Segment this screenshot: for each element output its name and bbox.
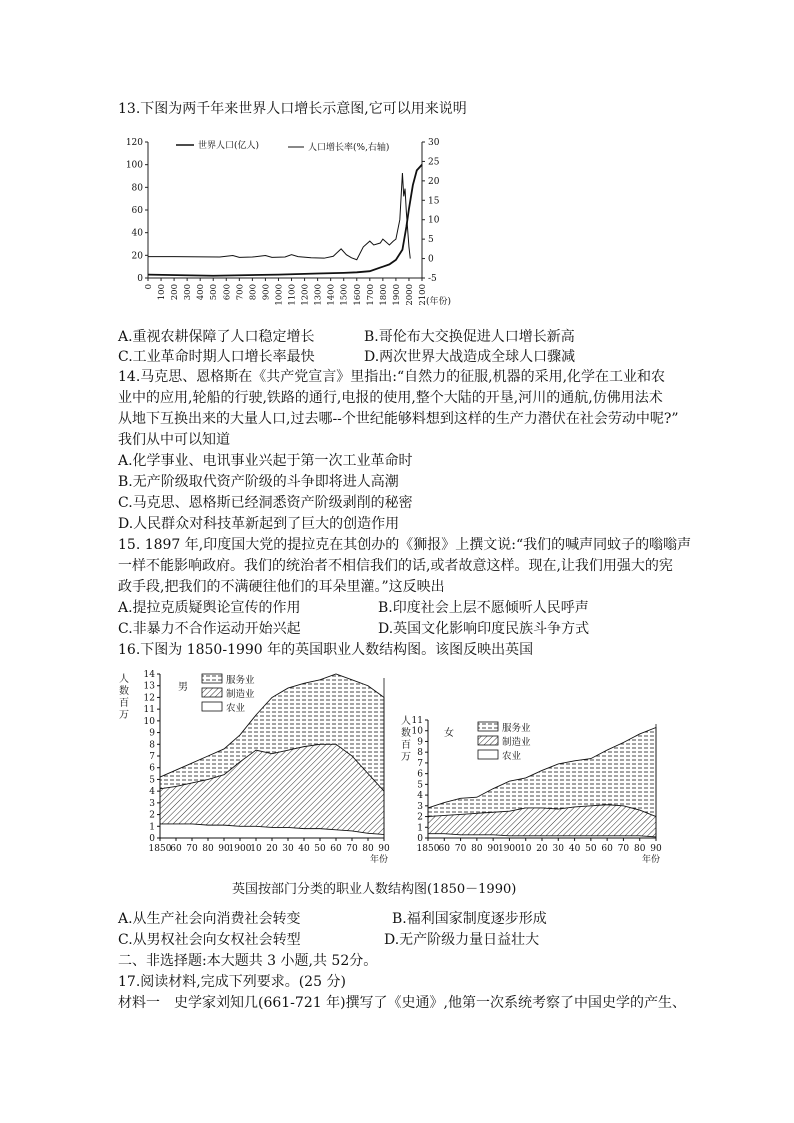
x-tick-label: 100 (157, 284, 168, 301)
left-tick-label: 60 (131, 206, 143, 216)
x-tick-label: 700 (235, 284, 246, 301)
male-panel-title: 男 (178, 682, 188, 693)
female-legend-label-1: 制造业 (502, 737, 531, 748)
panel-female-x-tick-label: 50 (585, 844, 597, 854)
world-population-chart (112, 128, 462, 320)
panel-male-y-tick-label: 14 (143, 670, 155, 680)
q14-line-2: 业中的应用,轮船的行驶,铁路的通行,电报的使用,整个大陆的开垦,河川的通航,仿佛用法术 (118, 390, 663, 406)
legend-population-label: 世界人口(亿人) (198, 141, 260, 151)
left-tick-label: 80 (131, 183, 143, 194)
x-tick-label: 1600 (352, 284, 363, 306)
panel-female-x-tick-label: 90 (487, 844, 499, 854)
panel-male-y-tick-label: 10 (143, 716, 155, 727)
right-tick-label: 0 (428, 254, 434, 265)
q16-option-a: A.从生产社会向消费社会转变 (118, 911, 301, 927)
x-tick-label: 1000 (274, 284, 285, 306)
growth-rate-series-line (148, 173, 410, 260)
panel-male-x-tick-label: 1900 (228, 844, 252, 854)
right-tick-label: 30 (428, 138, 440, 148)
panel-male-y-tick-label: 5 (149, 775, 155, 786)
x-tick-label: 600 (222, 284, 233, 301)
q15-option-c: C.非暴力不合作运动开始兴起 (118, 621, 301, 637)
x-tick-label: 300 (183, 284, 194, 301)
panel-female-x-tick-label: 80 (633, 844, 646, 854)
panel-female-x-tick-label: 30 (552, 844, 565, 854)
left-tick-label: 20 (131, 251, 143, 262)
panel-male-x-tick-label: 40 (298, 844, 310, 854)
panel-male-x-tick-label: 80 (362, 844, 374, 854)
q17-material-1: 材料一 史学家刘知几(661-721 年)撰写了《史通》,他第一次系统考察了中国史学的产生、 (118, 995, 686, 1011)
panel-male-x-tick-label: 30 (282, 844, 294, 854)
right-tick-label: 20 (428, 176, 440, 187)
panel-male-y-tick-label: 4 (149, 787, 155, 798)
panel-female-y-tick-label: 8 (417, 748, 423, 759)
male-y-label-char: 万 (119, 710, 129, 721)
q15-line-3: 政手段,把我们的不满硬往他们的耳朵里灌。”这反映出 (118, 579, 445, 595)
q15-option-b: B.印度社会上层不愿倾听人民呼声 (378, 600, 589, 616)
female-legend-swatch-0 (478, 722, 498, 731)
panel-male-x-tick-label: 90 (378, 844, 390, 854)
x-tick-label: 1100 (287, 284, 298, 306)
left-tick-label: 100 (125, 160, 143, 171)
panel-female-x-unit-label: 年份 (642, 855, 661, 865)
q15-option-d: D.英国文化影响印度民族斗争方式 (378, 621, 590, 637)
panel-female-y-tick-label: 0 (417, 834, 423, 844)
panel-male-x-tick-label: 80 (202, 844, 214, 854)
x-tick-label: 1500 (339, 284, 350, 306)
left-tick-label: 40 (131, 228, 143, 239)
x-unit-label: (年份) (426, 297, 452, 307)
panel-female-y-tick-label: 5 (417, 780, 423, 791)
q13-option-a: A.重视农耕保障了人口稳定增长 (118, 329, 315, 345)
x-tick-label: 500 (209, 284, 220, 301)
right-tick-label: 25 (428, 157, 440, 168)
q14-option-c: C.马克思、恩格斯已经洞悉资产阶级剥削的秘密 (118, 495, 413, 511)
male-legend-swatch-0 (202, 674, 222, 683)
female-y-label-char: 万 (401, 752, 411, 763)
population-series-line (148, 165, 422, 276)
panel-male-y-tick-label: 7 (149, 752, 155, 762)
q14-option-b: B.无产阶级取代资产阶级的斗争即将进人高潮 (118, 474, 399, 490)
x-tick-label: 800 (248, 284, 259, 301)
panel-male-x-tick-label: 10 (250, 844, 262, 854)
panel-male-y-tick-label: 3 (149, 798, 155, 809)
x-tick-label: 900 (261, 284, 272, 301)
panel-male-y-tick-label: 9 (149, 728, 155, 739)
female-legend-swatch-1 (478, 736, 498, 745)
panel-female-y-tick-label: 11 (411, 716, 423, 726)
panel-male-y-tick-label: 12 (143, 693, 155, 704)
female-panel-title: 女 (444, 728, 454, 739)
x-tick-label: 200 (170, 284, 181, 301)
panel-female-y-tick-label: 4 (417, 791, 423, 802)
female-y-label-char: 人 (401, 716, 411, 727)
panel-female-x-tick-label: 1850 (416, 844, 440, 854)
panel-male-y-tick-label: 6 (149, 763, 155, 774)
panel-male-y-tick-label: 13 (143, 681, 155, 692)
q14-line-1: 14.马克思、恩格斯在《共产党宣言》里指出:“自然力的征服,机器的采用,化学在工业和农 (118, 369, 666, 385)
q13-stem: 13.下图为两千年来世界人口增长示意图,它可以用来说明 (118, 101, 467, 117)
male-legend-swatch-1 (202, 688, 222, 697)
uk-employment-structure-chart (110, 666, 670, 872)
panel-female-y-tick-label: 1 (417, 823, 423, 834)
panel-female-x-tick-label: 1900 (497, 844, 521, 854)
x-tick-label: 2100 (418, 284, 428, 306)
panel-male-x-tick-label: 70 (186, 844, 198, 854)
q15-line-2: 一样不能影响政府。我们的统治者不相信我们的话,或者故意这样。现在,让我们用强大的宪 (118, 558, 673, 574)
male-legend-label-1: 制造业 (226, 689, 255, 700)
right-tick-label: 15 (428, 196, 440, 207)
x-tick-label: 1800 (378, 284, 389, 306)
panel-female-x-tick-label: 10 (519, 844, 532, 854)
q16-caption: 英国按部门分类的职业人数结构图(1850－1990) (232, 882, 517, 897)
panel-female-x-tick-label: 60 (601, 844, 613, 854)
section2-heading: 二、非选择题:本大题共 3 小题,共 52分。 (118, 953, 378, 969)
panel-male-x-tick-label: 70 (346, 844, 358, 854)
x-tick-label: 1200 (300, 284, 311, 306)
male-y-label-char: 百 (119, 698, 129, 709)
male-y-label-char: 数 (119, 686, 129, 697)
panel-female-y-tick-label: 9 (417, 737, 423, 748)
panel-female-x-tick-label: 70 (617, 844, 630, 854)
panel-female-x-tick-label: 90 (650, 844, 662, 854)
panel-female-y-tick-label: 2 (417, 812, 423, 823)
right-tick-label: 10 (428, 215, 440, 226)
panel-male-x-tick-label: 20 (266, 844, 278, 854)
panel-female-x-tick-label: 80 (471, 844, 483, 854)
panel-female-x-tick-label: 70 (454, 844, 467, 854)
x-tick-label: 400 (196, 284, 207, 301)
q14-option-a: A.化学事业、电讯事业兴起于第一次工业革命时 (118, 453, 413, 469)
panel-female-y-tick-label: 3 (417, 801, 423, 812)
panel-female-x-tick-label: 60 (438, 844, 451, 854)
q13-option-d: D.两次世界大战造成全球人口骤减 (364, 349, 576, 365)
female-y-label-char: 数 (401, 728, 411, 739)
q13-option-b: B.哥伦布大交换促进人口增长新高 (364, 329, 575, 345)
q16-option-c: C.从男权社会向女权社会转型 (118, 932, 301, 948)
female-legend-label-0: 服务业 (502, 723, 531, 734)
q15-option-a: A.提拉克质疑舆论宣传的作用 (118, 600, 301, 616)
panel-male-y-tick-label: 0 (149, 834, 155, 844)
q16-option-d: D.无产阶级力量日益壮大 (384, 932, 540, 948)
q14-line-3: 从地下互换出来的大量人口,过去哪--个世纪能够料想到这样的生产力潜伏在社会劳动中呢?” (118, 411, 679, 427)
panel-male-x-tick-label: 90 (218, 844, 230, 854)
panel-male-x-tick-label: 1850 (148, 844, 172, 854)
q16-stem: 16.下图为 1850-1990 年的英国职业人数结构图。该图反映出英国 (118, 642, 534, 658)
q14-option-d: D.人民群众对科技革新起到了巨大的创造作用 (118, 516, 400, 532)
q15-line-1: 15. 1897 年,印度国大党的提拉克在其创办的《狮报》上撰文说:“我们的喊声同蚊子的嗡嗡声 (118, 537, 692, 553)
x-tick-label: 1300 (313, 284, 324, 306)
legend-growth-label: 人口增长率(%,右轴) (308, 143, 390, 153)
panel-female-x-tick-label: 40 (568, 844, 581, 854)
right-tick-label: 5 (428, 235, 434, 246)
left-tick-label: 120 (125, 138, 143, 148)
left-tick-label: 0 (137, 274, 143, 284)
male-legend-label-2: 农业 (226, 703, 246, 714)
x-tick-label: 1700 (365, 284, 376, 306)
panel-male-x-tick-label: 60 (170, 844, 182, 854)
panel-female-x-tick-label: 20 (536, 844, 548, 854)
panel-male-y-tick-label: 8 (149, 740, 155, 751)
male-y-label-char: 人 (119, 674, 129, 685)
panel-male-x-unit-label: 年份 (370, 855, 389, 865)
q13-option-c: C.工业革命时期人口增长率最快 (118, 349, 315, 365)
right-tick-label: -5 (428, 274, 437, 284)
female-y-label-char: 百 (401, 740, 411, 751)
female-legend-label-2: 农业 (502, 751, 522, 762)
q17-stem: 17.阅读材料,完成下列要求。(25 分) (118, 974, 346, 990)
x-tick-label: 2000 (404, 284, 415, 306)
x-tick-label: 1900 (391, 284, 402, 306)
panel-female-y-tick-label: 10 (411, 726, 423, 737)
female-legend-swatch-2 (478, 750, 498, 759)
q14-line-4: 我们从中可以知道 (118, 432, 230, 448)
male-legend-swatch-2 (202, 702, 222, 711)
panel-female-y-tick-label: 7 (417, 758, 423, 769)
panel-male-y-tick-label: 11 (143, 705, 155, 716)
panel-male-x-tick-label: 50 (314, 844, 326, 854)
panel-male-y-tick-label: 1 (149, 822, 155, 833)
x-tick-label: 0 (144, 284, 154, 290)
q16-option-b: B.福利国家制度逐步形成 (392, 911, 547, 927)
panel-female-y-tick-label: 6 (417, 769, 423, 780)
male-legend-label-0: 服务业 (226, 675, 255, 686)
panel-male-y-tick-label: 2 (149, 810, 155, 821)
panel-male-x-tick-label: 60 (330, 844, 342, 854)
x-tick-label: 1400 (326, 284, 337, 306)
